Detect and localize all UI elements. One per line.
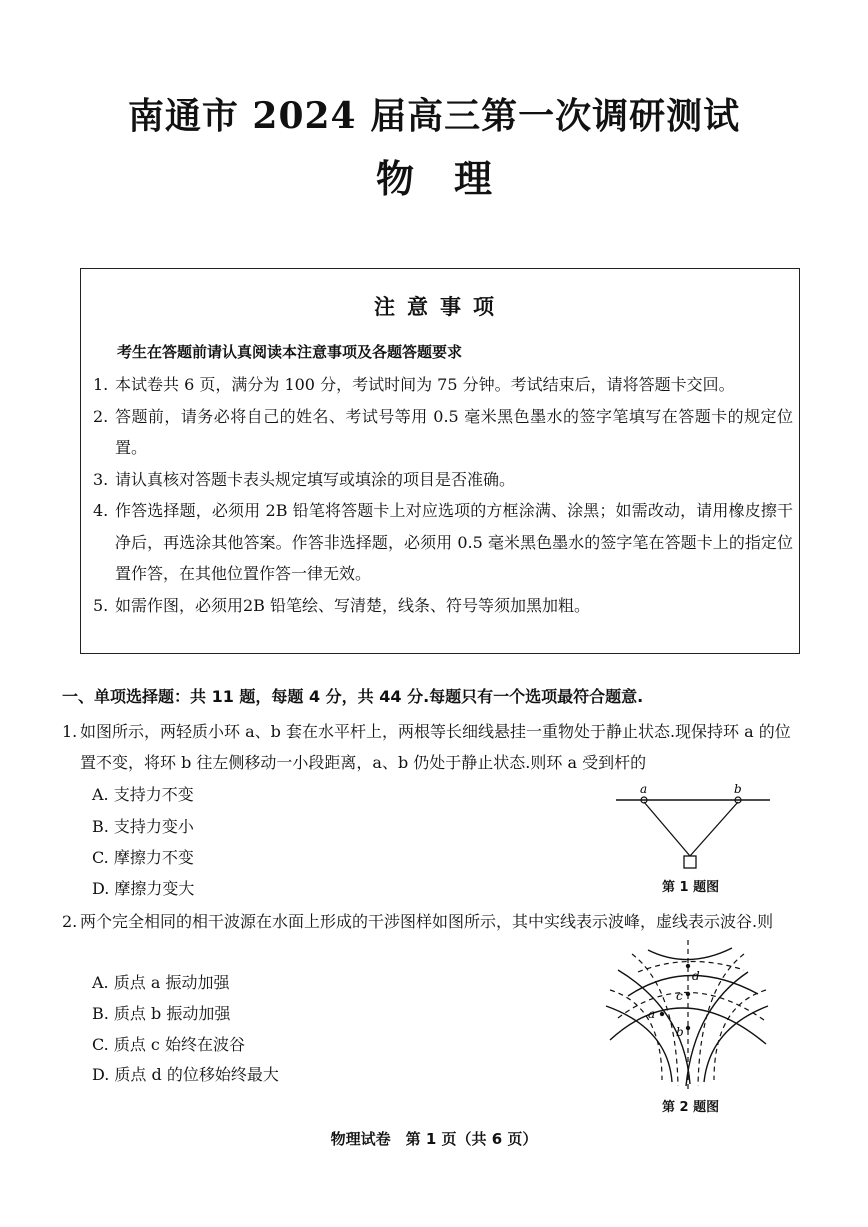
- wave-crests: [606, 948, 768, 1086]
- label-a: a: [648, 1007, 656, 1021]
- notice-item-number: 5.: [93, 595, 109, 615]
- point-b: [686, 1026, 690, 1030]
- notice-item-4: [93, 495, 793, 590]
- question-1-option-a: A. 支持力不变: [92, 785, 194, 804]
- wave-troughs: [610, 940, 766, 1092]
- question-number: 1.: [62, 722, 78, 741]
- question-2-caption: 第 2 题图: [662, 1100, 720, 1115]
- question-2-option-c: C. 质点 c 始终在波谷: [92, 1035, 245, 1054]
- question-1-stem: [62, 716, 804, 778]
- notice-intro: 考生在答题前请认真阅读本注意事项及各题答题要求: [117, 343, 463, 361]
- notice-item-text: 本试卷共 6 页，满分为 100 分，考试时间为 75 分钟。考试结束后，请将答题卡交回。: [115, 375, 735, 394]
- exam-title: 南通市 2024 届高三第一次调研测试: [127, 95, 741, 137]
- notice-item-number: 4.: [93, 501, 109, 520]
- question-1-option-c: C. 摩擦力不变: [92, 848, 194, 867]
- subject-title: 物理: [375, 156, 532, 201]
- notice-item-3: [93, 464, 793, 496]
- section-heading: 一、单项选择题：共 11 题，每题 4 分，共 44 分.每题只有一个选项最符合题意.: [62, 687, 644, 706]
- question-number: 2.: [62, 912, 78, 931]
- point-d: [686, 964, 690, 968]
- question-1-option-b: B. 支持力变小: [92, 817, 194, 836]
- label-b: b: [734, 782, 742, 796]
- notice-item-5: [93, 590, 793, 622]
- notice-item-number: 2.: [93, 406, 109, 426]
- notice-list: [93, 369, 793, 621]
- string-b: [690, 802, 738, 856]
- string-a: [644, 802, 690, 856]
- notice-item-number: 1.: [93, 375, 109, 394]
- notice-item-1: [93, 369, 793, 401]
- question-2-figure: [598, 936, 778, 1096]
- question-2-option-a: A. 质点 a 振动加强: [92, 973, 230, 992]
- question-text: 两个完全相同的相干波源在水面上形成的干涉图样如图所示，其中实线表示波峰，虚线表示波谷.则: [80, 912, 774, 931]
- question-2-stem: [62, 906, 804, 937]
- question-2-option-d: D. 质点 d 的位移始终最大: [92, 1065, 279, 1084]
- point-c: [686, 992, 690, 996]
- label-b: b: [676, 1025, 684, 1039]
- page-footer: 物理试卷 第 1 页（共 6 页）: [330, 1130, 538, 1148]
- notice-title: 注意事项: [374, 295, 506, 319]
- question-1-caption: 第 1 题图: [662, 880, 720, 895]
- notice-item-number: 3.: [93, 469, 109, 489]
- notice-item-text: 作答选择题，必须用 2B 铅笔将答题卡上对应选项的方框涂满、涂黑；如需改动，请用橡皮擦干净后，再选涂其他答案。作答非选择题，必须用 0.5 毫米黑色墨水的签字笔在答题卡上的指定位置作答，在其他位置作答一律无效。: [115, 501, 793, 583]
- notice-item-2: [93, 401, 793, 464]
- hanging-weight: [684, 856, 696, 868]
- label-a: a: [640, 782, 648, 796]
- notice-box: [80, 268, 800, 654]
- point-a: [660, 1012, 664, 1016]
- notice-item-text: 请认真核对答题卡表头规定填写或填涂的项目是否准确。: [115, 469, 516, 489]
- label-d: d: [692, 969, 700, 983]
- label-c: c: [676, 989, 683, 1003]
- notice-item-text: 如需作图，必须用2B 铅笔绘、写清楚，线条、符号等须加黑加粗。: [115, 595, 591, 615]
- question-2-option-b: B. 质点 b 振动加强: [92, 1004, 231, 1023]
- notice-item-text: 答题前，请务必将自己的姓名、考试号等用 0.5 毫米黑色墨水的签字笔填写在答题卡的规定位置。: [115, 406, 793, 457]
- question-text: 如图所示，两轻质小环 a、b 套在水平杆上，两根等长细线悬挂一重物处于静止状态.现保持环 a 的位置不变，将环 b 往左侧移动一小段距离，a、b 仍处于静止状态.则环 a 受到杆的: [80, 722, 791, 772]
- question-1-figure: [610, 782, 780, 872]
- question-1-option-d: D. 摩擦力变大: [92, 879, 195, 898]
